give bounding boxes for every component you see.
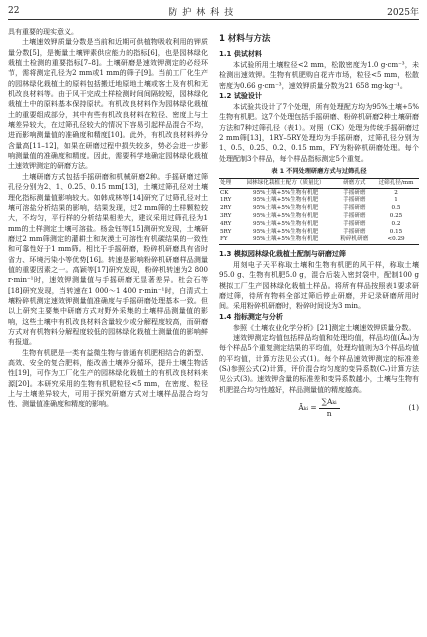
equation-1 bbox=[219, 395, 419, 421]
section-heading: 1 材料与方法 bbox=[219, 34, 271, 44]
table-cell: 95%土壤+5%生物有机肥 bbox=[253, 228, 319, 235]
paragraph: 用刻电子天平称取土壤和生物有机肥的风干样，称取土壤95.0 g、生物有机肥5.0 g，混合后装入密封袋中，配制100 g模拟工厂生产园林绿化栽植土样品。将所有样品按照表1要求研磨过筛，待所有物料全部过筛后停止研磨，并记录研磨所用时间。采用粉碎机研磨时，粉碎时间设为3 min。 bbox=[219, 260, 419, 311]
table-cell: FY bbox=[220, 236, 228, 243]
table-header-cell: 处理 bbox=[219, 179, 236, 189]
subsection-heading: 1.2 试验设计 bbox=[219, 92, 262, 101]
paragraph: 速效钾测定均值包括样品均值和处理均值，样品均值(Āₖᵢ)为每个样品5个重复测定结果的平均值，处理均值则为3个样品均值的平均值，计算方法见公式(1)。每个样品速效钾测定的标准差(Sᵢ)参照公式(2)计算，评价混合均匀度的变异系数(Cᵥ)计算方法见公式(3)。速效钾含量的标准差和变异系数越小，土壤与生物有机肥混合均匀性越好，样品测量值的精度越高。 bbox=[219, 333, 419, 394]
table-cell: 95%土壤+5%生物有机肥 bbox=[253, 197, 319, 204]
table-row bbox=[219, 213, 419, 221]
table-cell: <0.29 bbox=[387, 236, 405, 243]
table-cell: 95%土壤+5%生物有机肥 bbox=[253, 205, 319, 212]
table-cell: 手摇研磨 bbox=[343, 197, 366, 204]
paragraph: 土壤研磨方式包括手摇研磨和机械研磨2种。手摇研磨过筛孔径分别为2、1、0.25、0.15 mm[13]，土壤过筛孔径对土壤理化指标测量值影响较大。如韩成林等[14]研究了过筛孔径对土壤可溶盐分析结果的影响，结果发现，过2 mm筛的土样颗粒较大，不均匀，平行样的分析结果相差大，建议采用过筛孔径为1 mm的土样测定土壤可溶盐。杨金钰等[15]测研究发现，土壤研磨过2 mm筛测定的灌耕土和灰漠土可溶性有机碳结果的一致性和可靠性好于1 mm筛。相比于手摇研磨，粉碎机研磨具有省时省力、环境污染小等优势[16]。转速是影响粉碎机研磨样品测量值的重要因素之一。高颖等[17]研究发现，粉碎机转速为2 800 r·min⁻¹时，速效钾测量值与手摇研磨无显著差异。杜会石等[18]研究发现，当转速在1 000～1 400 r·min⁻¹时，白清式土壤粉碎机测定速效钾测量值准确度与手摇研磨处理基本一致。但以上研究主要集中研磨方式对野外采集的土壤样品测量值的影响，这些土壤中有机改良材料含量较少或分解程度较高，而研磨方式对有机物料分解程度较低的园林绿化栽植土测量值的影响鲜有报道。 bbox=[8, 172, 208, 347]
paragraph: 本试验共设计了7个处理，所有处理配方均为95%土壤+5%生物有机肥。这7个处理包括手摇研磨、粉碎机研磨2种土壤研磨方法和7种过筛孔径（表1）。对照（CK）处理为传统手摇研磨过2 mm筛[13]，1RY–5RY处理均为手摇研磨，过筛孔径分别为1、0.5、0.25、0.2、0.15 mm，FY为粉碎机研磨处理。每个处理配制3个样品，每个样品指标测定5个重复。 bbox=[219, 103, 419, 163]
paragraph: 土壤速效钾质量分数是当前和近期可供植物吸收利用的钾质量分数[5]，是衡量土壤钾素供应能力的指标[6]，也是园林绿化栽植土检测的重要指标[7–8]。土壤研磨是速效钾测定的必经环节，需将测定孔径为2 mm或1 mm的筛子[9]。当前工厂化生产的园林绿化栽植土的原料包括搬迁地原地土壤或客土及有机和无机改良材料等。由于风干完成土样检测时间间隔较短，园林绿化栽植土中的原料基本保持原状。有机改良材料作为园林绿化栽植土的重要组成部分，其中有些有机改良材料在粒径、密度上与土壤差异较大，在过筛孔径较大的情况下容易引起样品混合不均，进而影响测量值的准确度和精度[10]。此外，有机改良材料养分含量高[11–12]，如果在研磨过程中损失较多，势必会进一步影响测量值的准确度和精度。因此，需要科学地确定园林绿化栽植土速效钾测定的研磨方法。 bbox=[8, 38, 208, 171]
header-rule bbox=[8, 19, 419, 20]
table-cell: 粉碎机研磨 bbox=[340, 236, 369, 243]
equation-number: (1) bbox=[408, 403, 419, 412]
table-cell: 2 bbox=[394, 189, 398, 196]
equation-fraction bbox=[319, 397, 340, 419]
table-cell: 0.15 bbox=[389, 228, 403, 235]
issue-year: 2025年 bbox=[387, 7, 419, 18]
equation-denominator: n bbox=[326, 408, 332, 418]
table-cell: 95%土壤+5%生物有机肥 bbox=[253, 212, 319, 219]
table-row bbox=[219, 205, 419, 213]
table-cell: 0.2 bbox=[391, 220, 401, 227]
table-cell: 5RY bbox=[220, 228, 232, 235]
table-row bbox=[219, 236, 419, 244]
subsection-heading: 1.4 指标测定与分析 bbox=[219, 312, 283, 321]
subsection-heading: 1.3 模拟园林绿化栽植土配制与研磨过筛 bbox=[219, 249, 346, 258]
table-cell: 4RY bbox=[220, 220, 232, 227]
equation-lhs: Āₖᵢ = bbox=[298, 402, 317, 412]
table-cell: 手摇研磨 bbox=[343, 220, 366, 227]
table-cell: 95%土壤+5%生物有机肥 bbox=[253, 189, 319, 196]
right-column bbox=[219, 27, 419, 421]
paragraph: 生物有机肥是一类有益微生物与普通有机肥相结合的新型、高效、安全的复合肥料，能改善土壤养分循环，提升土壤生物活性[19]，可作为工厂化生产的园林绿化栽植土的有机改良材料来源[20]。本研究采用的生物有机肥粒径<5 mm，在密度、粒径上与土壤差异较大，可用于探究研磨方式对土壤样品混合均匀性、测量值准确度和精度的影响。 bbox=[8, 348, 208, 409]
table-caption: 表 1 不同处理研磨方式与过筛孔径 bbox=[271, 168, 367, 176]
table-cell: 手摇研磨 bbox=[343, 189, 366, 196]
table-row bbox=[219, 197, 419, 205]
table-header-cell: 园林绿化栽植土配方（质量比） bbox=[236, 179, 336, 189]
table-cell: 1RY bbox=[220, 197, 232, 204]
table-cell: CK bbox=[220, 189, 229, 196]
subsection-heading: 1.1 供试材料 bbox=[219, 50, 262, 58]
table-row bbox=[219, 220, 419, 228]
table-cell: 0.5 bbox=[391, 205, 401, 212]
table-row bbox=[219, 228, 419, 236]
table-cell: 3RY bbox=[220, 212, 232, 219]
table-cell: 2RY bbox=[220, 205, 232, 212]
table-cell: 手摇研磨 bbox=[343, 205, 366, 212]
page-number: 22 bbox=[8, 6, 20, 16]
table-cell: 手摇研磨 bbox=[343, 228, 366, 235]
table-cell: 95%土壤+5%生物有机肥 bbox=[253, 220, 319, 227]
paragraph: 具有重要的现实意义。 bbox=[8, 28, 78, 36]
treatment-table bbox=[219, 178, 419, 245]
table-cell: 0.25 bbox=[389, 212, 403, 219]
paragraph: 本试验所用土壤粒径<2 mm，松散密度为1.0 g·cm⁻³，未检测出速效钾。生物有机肥购自花卉市场，粒径<5 mm，松散密度为0.66 g·cm⁻³，速效钾质量分数为21 658 mg·kg⁻¹。 bbox=[219, 61, 419, 90]
running-header bbox=[8, 4, 419, 18]
table-cell: 95%土壤+5%生物有机肥 bbox=[253, 236, 319, 243]
table-row bbox=[219, 189, 419, 197]
equation-numerator: ∑Aₖᵢ bbox=[319, 397, 340, 408]
table-cell: 手摇研磨 bbox=[343, 212, 366, 219]
journal-name: 防护林科技 bbox=[168, 7, 239, 18]
table-header-cell: 过筛孔径/mm bbox=[373, 179, 419, 189]
paragraph: 参照《土壤农业化学分析》[21]测定土壤速效钾质量分数。 bbox=[233, 323, 416, 332]
table-cell: 1 bbox=[394, 197, 398, 204]
left-column bbox=[8, 27, 208, 410]
table-header-cell: 研磨方式 bbox=[336, 179, 373, 189]
table-header-row bbox=[219, 179, 419, 189]
